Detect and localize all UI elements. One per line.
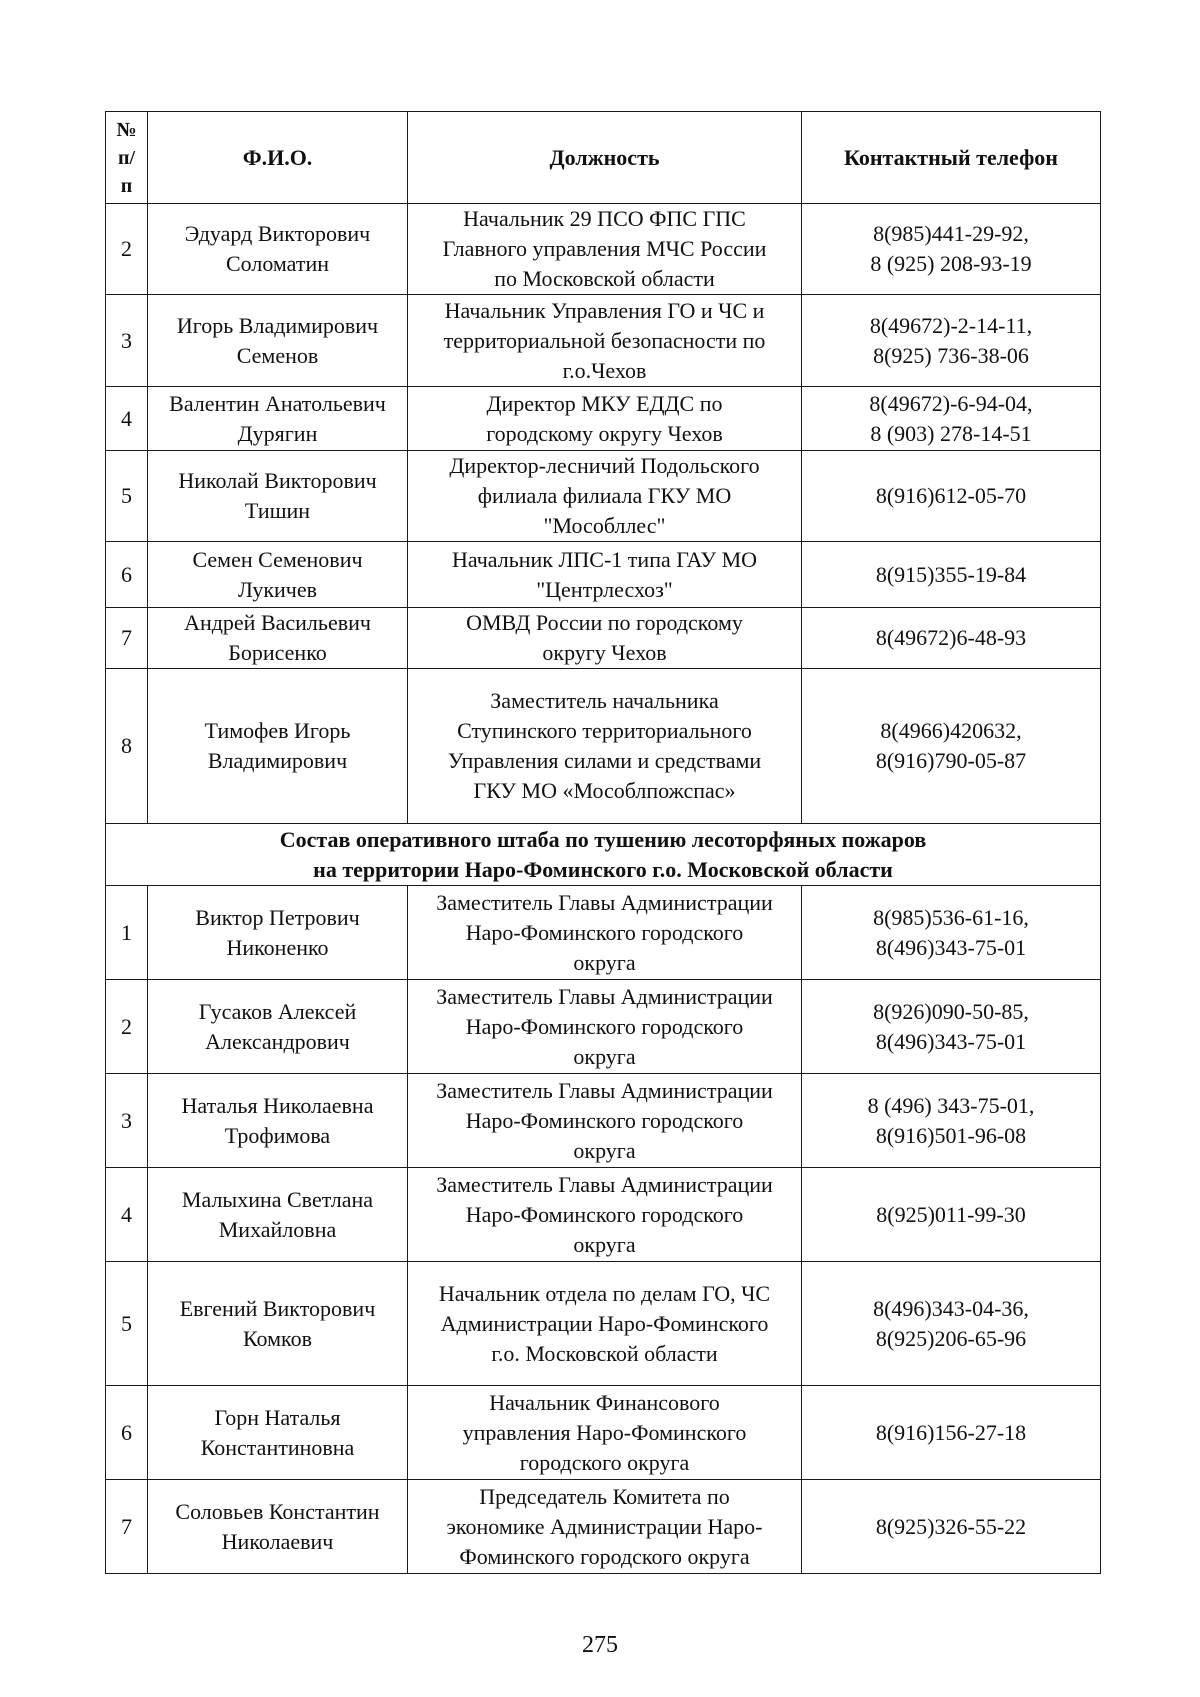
cell-line: Евгений Викторович bbox=[179, 1295, 376, 1321]
cell-line: управления Наро-Фоминского bbox=[462, 1419, 747, 1445]
cell-line: 8(496)343-75-01 bbox=[875, 934, 1027, 960]
row-number: 6 bbox=[106, 542, 148, 608]
cell-line: Управления силами и средствами bbox=[447, 748, 762, 773]
section-title-line: на территории Наро-Фоминского г.о. Московской области bbox=[313, 856, 893, 882]
cell-line: Наталья Николаевна bbox=[181, 1092, 374, 1118]
cell-line: Тишин bbox=[244, 498, 311, 523]
cell-line: "Мособллес" bbox=[543, 513, 666, 538]
table-row bbox=[106, 387, 1101, 451]
cell-line: Семен Семенович bbox=[192, 546, 363, 572]
fio-cell bbox=[148, 387, 408, 451]
row-number: 2 bbox=[106, 204, 148, 295]
cell-line: Лукичев bbox=[237, 576, 318, 602]
phone-cell bbox=[802, 1386, 1101, 1480]
position-cell bbox=[408, 980, 802, 1074]
cell-line: 8(4966)420632, bbox=[880, 718, 1022, 743]
position-cell bbox=[408, 886, 802, 980]
cell-line: Игорь Владимирович bbox=[176, 312, 379, 338]
phone-cell bbox=[802, 669, 1101, 824]
row-number: 4 bbox=[106, 1168, 148, 1262]
cell-line: 8(925) 736-38-06 bbox=[873, 342, 1029, 368]
position-cell bbox=[408, 669, 802, 824]
fio-cell bbox=[148, 295, 408, 387]
header-fio: Ф.И.О. bbox=[148, 112, 408, 204]
cell-line: Владимирович bbox=[207, 748, 348, 773]
row-number: 1 bbox=[106, 886, 148, 980]
table-header-row bbox=[106, 112, 1101, 204]
fio-cell bbox=[148, 980, 408, 1074]
cell-line: Валентин Анатольевич bbox=[169, 390, 386, 416]
cell-line: Председатель Комитета по bbox=[479, 1483, 730, 1509]
cell-line: 8(496)343-04-36, bbox=[873, 1295, 1029, 1321]
row-number: 7 bbox=[106, 1480, 148, 1574]
table-row bbox=[106, 608, 1101, 669]
cell-line: 8(49672)-6-94-04, bbox=[869, 390, 1033, 416]
cell-line: Константиновна bbox=[200, 1434, 355, 1460]
cell-line: Тимофев Игорь bbox=[204, 718, 351, 743]
position-cell bbox=[408, 1262, 802, 1386]
section-title-line: Состав оперативного штаба по тушению лесоторфяных пожаров bbox=[279, 826, 927, 852]
table-row bbox=[106, 204, 1101, 295]
cell-line: Эдуард Викторович bbox=[184, 221, 371, 246]
cell-line: г.о. Московской области bbox=[491, 1340, 718, 1366]
fio-cell bbox=[148, 1386, 408, 1480]
row-number: 6 bbox=[106, 1386, 148, 1480]
cell-line: Заместитель Главы Администрации bbox=[436, 1077, 773, 1103]
row-number: 5 bbox=[106, 451, 148, 542]
cell-line: округа bbox=[573, 1137, 636, 1163]
table-row bbox=[106, 1074, 1101, 1168]
fio-cell bbox=[148, 542, 408, 608]
cell-line: Наро-Фоминского городского bbox=[465, 1013, 744, 1039]
cell-line: городскому округу Чехов bbox=[486, 420, 723, 446]
table-row bbox=[106, 669, 1101, 824]
phone-cell bbox=[802, 295, 1101, 387]
fio-cell bbox=[148, 669, 408, 824]
position-cell bbox=[408, 387, 802, 451]
cell-line: 8(985)441-29-92, bbox=[873, 221, 1029, 246]
contacts-table bbox=[105, 111, 1101, 1574]
cell-line: территориальной безопасности по bbox=[443, 327, 766, 353]
row-number: 3 bbox=[106, 295, 148, 387]
fio-cell bbox=[148, 1168, 408, 1262]
fio-cell bbox=[148, 1074, 408, 1168]
cell-line: Борисенко bbox=[228, 640, 327, 665]
row-number: 7 bbox=[106, 608, 148, 669]
phone-cell bbox=[802, 387, 1101, 451]
cell-line: округа bbox=[573, 1231, 636, 1257]
position-cell bbox=[408, 204, 802, 295]
phone-cell bbox=[802, 608, 1101, 669]
cell-line: Начальник 29 ПСО ФПС ГПС bbox=[463, 206, 746, 231]
cell-line: по Московской области bbox=[494, 266, 715, 291]
position-cell bbox=[408, 542, 802, 608]
cell-line: Начальник отдела по делам ГО, ЧС bbox=[438, 1280, 771, 1306]
table-row bbox=[106, 295, 1101, 387]
fio-cell bbox=[148, 608, 408, 669]
cell-line: Заместитель начальника bbox=[490, 688, 719, 713]
cell-line: Гусаков Алексей bbox=[198, 998, 357, 1024]
position-cell bbox=[408, 1480, 802, 1574]
cell-line: Заместитель Главы Администрации bbox=[436, 889, 773, 915]
cell-line: Главного управления МЧС России bbox=[442, 236, 767, 261]
phone-cell bbox=[802, 1168, 1101, 1262]
cell-line: Николаевич bbox=[221, 1528, 334, 1554]
cell-line: Трофимова bbox=[224, 1122, 331, 1148]
page-number: 275 bbox=[582, 1632, 618, 1658]
cell-line: "Центрлесхоз" bbox=[536, 576, 673, 602]
table-row bbox=[106, 1480, 1101, 1574]
position-cell bbox=[408, 608, 802, 669]
table-row bbox=[106, 980, 1101, 1074]
phone-cell bbox=[802, 1262, 1101, 1386]
cell-line: г.о.Чехов bbox=[562, 357, 647, 383]
cell-line: 8(49672)-2-14-11, bbox=[869, 312, 1033, 338]
table-body bbox=[106, 204, 1101, 1574]
cell-line: Александрович bbox=[205, 1028, 350, 1054]
cell-line: Никоненко bbox=[226, 934, 329, 960]
cell-line: Наро-Фоминского городского bbox=[465, 1201, 744, 1227]
cell-line: Малыхина Светлана bbox=[181, 1186, 374, 1212]
phone-cell bbox=[802, 204, 1101, 295]
row-number: 4 bbox=[106, 387, 148, 451]
cell-line: Начальник ЛПС-1 типа ГАУ МО bbox=[451, 546, 758, 572]
cell-line: Дурягин bbox=[237, 420, 318, 446]
table-row bbox=[106, 542, 1101, 608]
cell-line: 8(985)536-61-16, bbox=[873, 904, 1029, 930]
phone-cell bbox=[802, 542, 1101, 608]
cell-line: ГКУ МО «Мособлпожспас» bbox=[473, 778, 736, 803]
cell-line: Комков bbox=[242, 1325, 313, 1351]
cell-line: Начальник Финансового bbox=[489, 1389, 720, 1415]
cell-line: 8(925)011-99-30 bbox=[876, 1201, 1026, 1227]
cell-line: 8(925)206-65-96 bbox=[875, 1325, 1027, 1351]
header-phone: Контактный телефон bbox=[802, 112, 1101, 204]
cell-line: Начальник Управления ГО и ЧС и bbox=[444, 297, 765, 323]
fio-cell bbox=[148, 886, 408, 980]
table-row bbox=[106, 451, 1101, 542]
cell-line: Соломатин bbox=[225, 251, 330, 276]
cell-line: Директор МКУ ЕДДС по bbox=[486, 390, 723, 416]
cell-line: Виктор Петрович bbox=[195, 904, 360, 930]
row-number: 5 bbox=[106, 1262, 148, 1386]
cell-line: городского округа bbox=[519, 1449, 690, 1475]
cell-line: Директор-лесничий Подольского bbox=[449, 453, 760, 478]
cell-line: 8(916)156-27-18 bbox=[875, 1419, 1027, 1445]
phone-cell bbox=[802, 451, 1101, 542]
cell-line: округа bbox=[573, 1043, 636, 1069]
position-cell bbox=[408, 1168, 802, 1262]
cell-line: 8(916)790-05-87 bbox=[875, 748, 1027, 773]
cell-line: Ступинского территориального bbox=[457, 718, 752, 743]
cell-line: 8(916)612-05-70 bbox=[875, 483, 1027, 508]
phone-cell bbox=[802, 1480, 1101, 1574]
cell-line: Наро-Фоминского городского bbox=[465, 1107, 744, 1133]
cell-line: округа bbox=[573, 949, 636, 975]
fio-cell bbox=[148, 204, 408, 295]
cell-line: Соловьев Константин bbox=[175, 1498, 380, 1524]
table-row bbox=[106, 1386, 1101, 1480]
cell-line: 8(915)355-19-84 bbox=[875, 561, 1027, 587]
cell-line: экономике Администрации Наро- bbox=[446, 1513, 763, 1539]
cell-line: Николай Викторович bbox=[178, 468, 377, 493]
cell-line: 8(926)090-50-85, bbox=[873, 998, 1029, 1024]
phone-cell bbox=[802, 980, 1101, 1074]
phone-cell bbox=[802, 886, 1101, 980]
cell-line: 8(496)343-75-01 bbox=[875, 1028, 1027, 1054]
position-cell bbox=[408, 295, 802, 387]
cell-line: округу Чехов bbox=[542, 640, 667, 665]
cell-line: Заместитель Главы Администрации bbox=[436, 983, 773, 1009]
fio-cell bbox=[148, 1480, 408, 1574]
fio-cell bbox=[148, 451, 408, 542]
table-row bbox=[106, 1168, 1101, 1262]
position-cell bbox=[408, 1386, 802, 1480]
cell-line: 8(49672)6-48-93 bbox=[875, 625, 1027, 650]
table-row bbox=[106, 1262, 1101, 1386]
cell-line: 8 (903) 278-14-51 bbox=[870, 420, 1032, 446]
cell-line: 8(916)501-96-08 bbox=[875, 1122, 1027, 1148]
row-number: 3 bbox=[106, 1074, 148, 1168]
position-cell bbox=[408, 1074, 802, 1168]
phone-cell bbox=[802, 1074, 1101, 1168]
cell-line: Администрации Наро-Фоминского bbox=[440, 1310, 769, 1336]
cell-line: 8 (496) 343-75-01, bbox=[867, 1092, 1035, 1118]
table-row bbox=[106, 886, 1101, 980]
cell-line: Заместитель Главы Администрации bbox=[436, 1171, 773, 1197]
row-number: 2 bbox=[106, 980, 148, 1074]
fio-cell bbox=[148, 1262, 408, 1386]
position-cell bbox=[408, 451, 802, 542]
section-row bbox=[106, 824, 1101, 886]
section-title bbox=[106, 824, 1101, 886]
cell-line: 8 (925) 208-93-19 bbox=[870, 251, 1032, 276]
cell-line: Фоминского городского округа bbox=[459, 1543, 750, 1569]
header-position: Должность bbox=[408, 112, 802, 204]
cell-line: филиала филиала ГКУ МО bbox=[477, 483, 732, 508]
header-num: № п/ п bbox=[106, 112, 148, 204]
cell-line: Семенов bbox=[236, 342, 319, 368]
cell-line: Наро-Фоминского городского bbox=[465, 919, 744, 945]
cell-line: 8(925)326-55-22 bbox=[875, 1513, 1027, 1539]
row-number: 8 bbox=[106, 669, 148, 824]
cell-line: Андрей Васильевич bbox=[184, 610, 371, 635]
cell-line: Горн Наталья bbox=[214, 1404, 341, 1430]
cell-line: Михайловна bbox=[218, 1216, 337, 1242]
cell-line: ОМВД России по городскому bbox=[466, 610, 743, 635]
